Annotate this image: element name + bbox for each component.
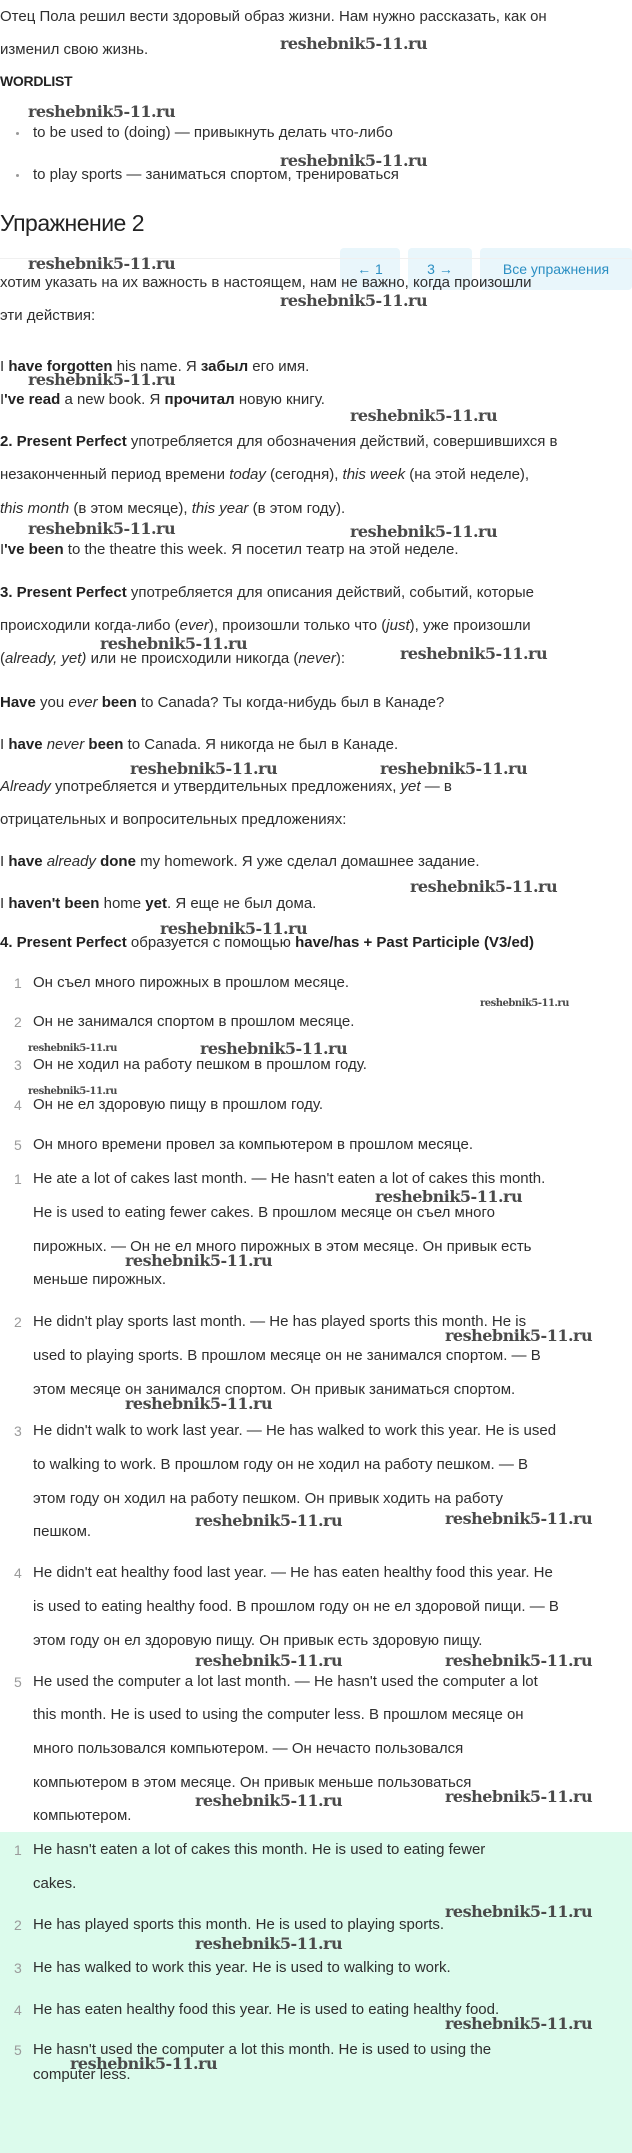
bold-text: done: [100, 853, 136, 870]
theory-line: [0, 540, 458, 560]
bold-text: 've been: [4, 541, 64, 558]
wordlist-item: to play sports — заниматься спортом, тренироваться: [33, 166, 399, 183]
text: незаконченный период времени: [0, 466, 230, 483]
watermark: reshebnik5-11.ru: [280, 291, 428, 310]
item-number: 4: [14, 1097, 22, 1113]
watermark: reshebnik5-11.ru: [28, 254, 176, 273]
text: употребляется и утвердительных предложениях,: [50, 778, 401, 795]
bold-text: yet: [145, 895, 167, 912]
text: или не происходили никогда (: [86, 650, 299, 667]
bold-text: have: [8, 736, 43, 753]
watermark: reshebnik5-11.ru: [445, 1326, 593, 1345]
item-number: 5: [14, 1674, 22, 1690]
item-number: 2: [14, 1917, 22, 1933]
text: you: [35, 694, 69, 711]
text: происходили когда-либо (: [0, 617, 180, 634]
item-number: 4: [14, 2002, 22, 2018]
bold-text: have: [8, 853, 43, 870]
watermark: reshebnik5-11.ru: [28, 1043, 117, 1054]
theory-line: [0, 810, 346, 830]
italic-text: yet: [400, 778, 421, 795]
watermark: reshebnik5-11.ru: [125, 1394, 273, 1413]
answer-line: computer less.: [33, 2066, 131, 2083]
task-sentence: Он не ходил на работу пешком в прошлом году.: [33, 1056, 367, 1073]
watermark: reshebnik5-11.ru: [350, 522, 498, 541]
explanation-line: this month. He is used to using the computer less. В прошлом месяце он: [33, 1706, 524, 1723]
text: I: [0, 853, 9, 870]
item-number: 3: [14, 1960, 22, 1976]
watermark: reshebnik5-11.ru: [350, 406, 498, 425]
text: ), произошли только что (: [208, 617, 387, 634]
theory-line: [0, 777, 452, 797]
watermark: reshebnik5-11.ru: [28, 102, 176, 121]
watermark: reshebnik5-11.ru: [195, 1791, 343, 1810]
watermark: reshebnik5-11.ru: [70, 2054, 218, 2073]
watermark: reshebnik5-11.ru: [28, 1086, 117, 1097]
bold-text: 4. Present Perfect: [0, 934, 127, 951]
bold-text: have/has + Past Participle (V3/ed): [295, 934, 534, 951]
watermark: reshebnik5-11.ru: [445, 1902, 593, 1921]
watermark: reshebnik5-11.ru: [280, 151, 428, 170]
explanation-line: пирожных. — Он не ел много пирожных в этом месяце. Он привык есть: [33, 1238, 532, 1255]
text: употребляется для описания действий, событий, которые: [126, 584, 534, 601]
watermark: reshebnik5-11.ru: [160, 919, 308, 938]
theory-line: [0, 693, 444, 713]
bold-text: been: [88, 736, 124, 753]
theory-line: [0, 390, 325, 410]
bullet-icon: [16, 174, 19, 177]
explanation-line: компьютером в этом месяце. Он привык меньше пользоваться: [33, 1774, 472, 1791]
watermark: reshebnik5-11.ru: [200, 1039, 348, 1058]
text: a new book. Я: [60, 391, 165, 408]
text: to Canada. Я никогда не был в Канаде.: [123, 736, 399, 753]
explanation-line: меньше пирожных.: [33, 1271, 167, 1288]
text: I: [0, 736, 9, 753]
explanation-line: много пользовался компьютером. — Он нечасто пользовался: [33, 1740, 464, 1757]
watermark: reshebnik5-11.ru: [445, 1651, 593, 1670]
text: (на этой неделе),: [405, 466, 530, 483]
explanation-line: to walking to work. В прошлом году он не ходил на работу пешком. — В: [33, 1456, 529, 1473]
watermark: reshebnik5-11.ru: [445, 2014, 593, 2033]
wordlist-title: WORDLIST: [0, 73, 73, 89]
text: to Canada? Ты когда-нибудь был в Канаде?: [136, 694, 445, 711]
bold-text: забыл: [200, 358, 249, 375]
bold-text: прочитал: [164, 391, 235, 408]
next-exercise-button[interactable]: 3 →: [408, 248, 472, 290]
watermark: reshebnik5-11.ru: [375, 1187, 523, 1206]
italic-text: ever: [179, 617, 209, 634]
theory-line: [0, 735, 398, 755]
text: . Я еще не был дома.: [166, 895, 317, 912]
text: (в этом месяце),: [69, 500, 192, 517]
italic-text: never: [298, 650, 336, 667]
task-sentence: Он не занимался спортом в прошлом месяце.: [33, 1013, 355, 1030]
explanation-line: He ate a lot of cakes last month. — He hasn't eaten a lot of cakes this month.: [33, 1170, 546, 1187]
explanation-line: этом месяце он занимался спортом. Он привык заниматься спортом.: [33, 1381, 516, 1398]
answer-line: He has walked to work this year. He is used to walking to work.: [33, 1959, 451, 1976]
answer-line: He has played sports this month. He is used to playing sports.: [33, 1916, 445, 1933]
watermark: reshebnik5-11.ru: [400, 644, 548, 663]
text: ), уже произошли: [409, 617, 531, 634]
text: I: [0, 391, 5, 408]
item-number: 5: [14, 1137, 22, 1153]
prev-exercise-button[interactable]: ← 1: [340, 248, 400, 290]
item-number: 5: [14, 2042, 22, 2058]
explanation-line: He didn't walk to work last year. — He has walked to work this year. He is used: [33, 1422, 557, 1439]
italic-text: today: [229, 466, 266, 483]
watermark: reshebnik5-11.ru: [410, 877, 558, 896]
answer-line: He hasn't used the computer a lot this month. He is used to using the: [33, 2041, 492, 2058]
explanation-line: He used the computer a lot last month. — He hasn't used the computer a lot: [33, 1673, 538, 1690]
theory-line: [0, 894, 316, 914]
watermark: reshebnik5-11.ru: [445, 1787, 593, 1806]
item-number: 1: [14, 1171, 22, 1187]
wordlist-item: to be used to (doing) — привыкнуть делать что-либо: [33, 124, 393, 141]
watermark: reshebnik5-11.ru: [445, 1509, 593, 1528]
text: употребляется для обозначения действий, совершившихся в: [126, 433, 558, 450]
explanation-line: компьютером.: [33, 1807, 132, 1824]
text: эти действия:: [0, 307, 96, 324]
item-number: 2: [14, 1014, 22, 1030]
text: I: [0, 895, 9, 912]
answer-line: He has eaten healthy food this year. He is used to eating healthy food.: [33, 2001, 500, 2018]
watermark: reshebnik5-11.ru: [125, 1251, 273, 1270]
text: хотим указать на их важность в настоящем, нам не важно, когда произошли: [0, 274, 532, 291]
italic-text: already: [46, 853, 96, 870]
theory-line: [0, 852, 480, 872]
theory-line: [0, 306, 95, 326]
text: отрицательных и вопросительных предложениях:: [0, 811, 347, 828]
watermark: reshebnik5-11.ru: [280, 34, 428, 53]
italic-text: ever: [68, 694, 98, 711]
text: (в этом году).: [248, 500, 346, 517]
theory-line: [0, 616, 531, 636]
theory-line: [0, 583, 534, 603]
answer-box: [0, 1832, 632, 2153]
theory-line: [0, 465, 529, 485]
italic-text: this year: [191, 500, 249, 517]
watermark: reshebnik5-11.ru: [28, 519, 176, 538]
theory-line: [0, 273, 532, 293]
italic-text: this week: [342, 466, 406, 483]
item-number: 1: [14, 975, 22, 991]
answer-line: He hasn't eaten a lot of cakes this month. He is used to eating fewer: [33, 1841, 486, 1858]
text: ):: [335, 650, 346, 667]
text: I: [0, 541, 5, 558]
watermark: reshebnik5-11.ru: [195, 1651, 343, 1670]
task-sentence: Он съел много пирожных в прошлом месяце.: [33, 974, 350, 991]
text: — в: [420, 778, 452, 795]
bold-text: Have: [0, 694, 36, 711]
explanation-line: этом году он ходил на работу пешком. Он привык ходить на работу: [33, 1490, 504, 1507]
explanation-line: used to playing sports. В прошлом месяце он не занимался спортом. — В: [33, 1347, 541, 1364]
task-sentence: Он не ел здоровую пищу в прошлом году.: [33, 1096, 324, 1113]
item-number: 3: [14, 1423, 22, 1439]
explanation-line: He didn't play sports last month. — He has played sports this month. He is: [33, 1313, 527, 1330]
watermark: reshebnik5-11.ru: [480, 998, 569, 1009]
intro-text: Отец Пола решил вести здоровый образ жизни. Нам нужно рассказать, как он: [0, 8, 547, 25]
explanation-line: пешком.: [33, 1523, 92, 1540]
text: новую книгу.: [234, 391, 325, 408]
text: (сегодня),: [265, 466, 343, 483]
bold-text: 2. Present Perfect: [0, 433, 127, 450]
watermark: reshebnik5-11.ru: [28, 370, 176, 389]
watermark: reshebnik5-11.ru: [130, 759, 278, 778]
text: to the theatre this week. Я посетил театр на этой неделе.: [63, 541, 459, 558]
all-exercises-button[interactable]: Все упражнения: [480, 248, 632, 290]
bold-text: been: [101, 694, 137, 711]
explanation-line: He didn't eat healthy food last year. — He has eaten healthy food this year. He: [33, 1564, 553, 1581]
task-sentence: Он много времени провел за компьютером в прошлом месяце.: [33, 1136, 473, 1153]
item-number: 4: [14, 1565, 22, 1581]
text: his name. Я: [112, 358, 201, 375]
explanation-line: He is used to eating fewer cakes. В прошлом месяце он съел много: [33, 1204, 495, 1221]
italic-text: already, yet): [5, 650, 87, 667]
item-number: 1: [14, 1842, 22, 1858]
item-number: 2: [14, 1314, 22, 1330]
text: (: [0, 650, 5, 667]
text: home: [99, 895, 146, 912]
theory-line: [0, 499, 345, 519]
text: образуется с помощью: [126, 934, 296, 951]
theory-line: [0, 432, 558, 452]
bold-text: have forgotten: [8, 358, 113, 375]
bullet-icon: [16, 132, 19, 135]
bold-text: haven't been: [8, 895, 100, 912]
explanation-line: этом году он ел здоровую пищу. Он привык есть здоровую пищу.: [33, 1632, 483, 1649]
watermark: reshebnik5-11.ru: [380, 759, 528, 778]
bold-text: 3. Present Perfect: [0, 584, 127, 601]
bold-text: 've read: [4, 391, 61, 408]
watermark: reshebnik5-11.ru: [100, 634, 248, 653]
watermark: reshebnik5-11.ru: [195, 1934, 343, 1953]
italic-text: Already: [0, 778, 51, 795]
text: I: [0, 358, 9, 375]
item-number: 3: [14, 1057, 22, 1073]
watermark: reshebnik5-11.ru: [195, 1511, 343, 1530]
answer-line: cakes.: [33, 1875, 77, 1892]
italic-text: this month: [0, 500, 70, 517]
exercise-title: Упражнение 2: [0, 210, 145, 236]
text: его имя.: [248, 358, 310, 375]
italic-text: never: [46, 736, 85, 753]
italic-text: just: [386, 617, 410, 634]
intro-text: изменил свою жизнь.: [0, 41, 149, 58]
text: my homework. Я уже сделал домашнее задание.: [135, 853, 480, 870]
explanation-line: is used to eating healthy food. В прошлом году он не ел здоровой пищи. — В: [33, 1598, 559, 1615]
